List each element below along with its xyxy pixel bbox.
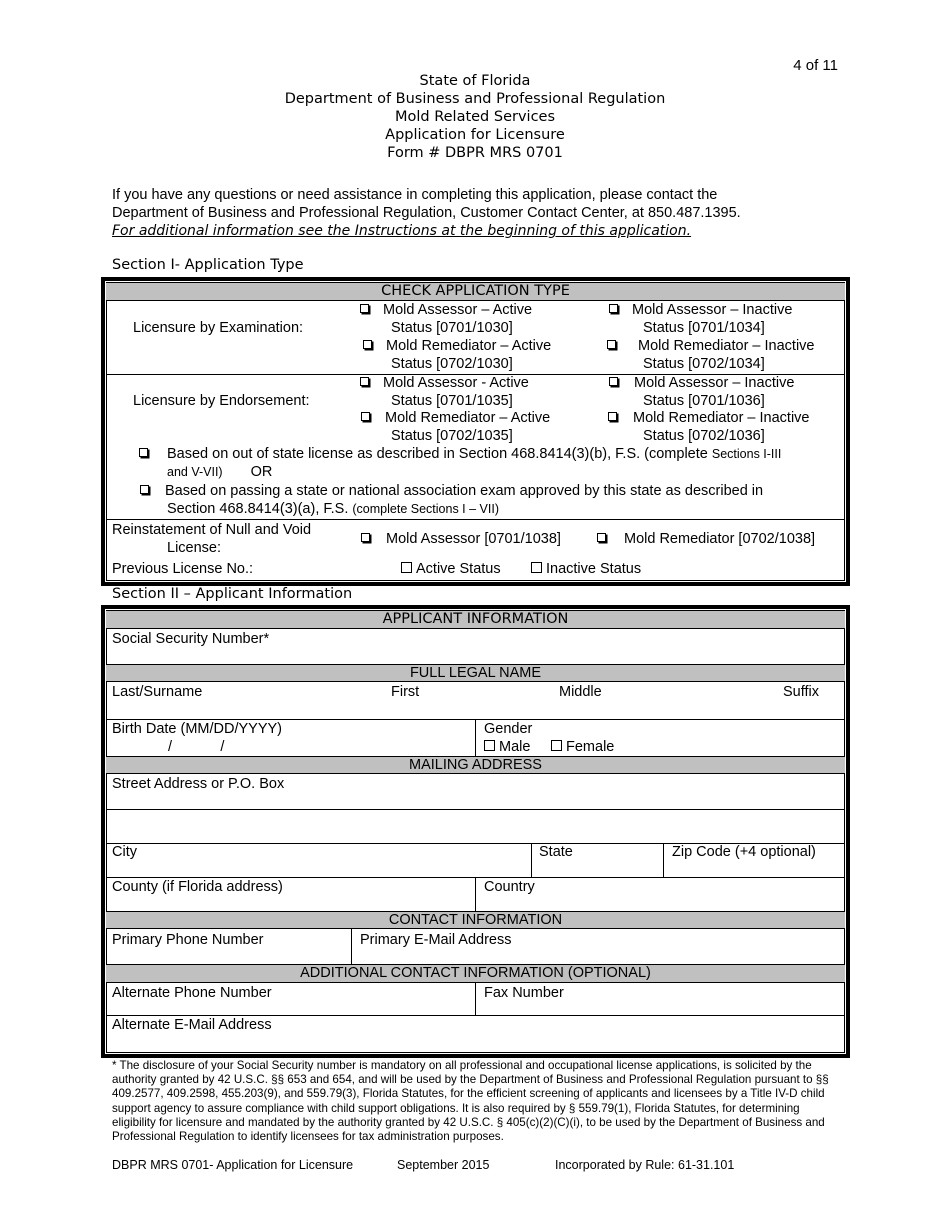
exam-assessor-inactive-code: Status [0701/1034] [643, 320, 765, 336]
header-department: Department of Business and Professional Regulation [284, 91, 666, 107]
checkbox-icon [484, 740, 495, 751]
basis-sections-text: and V-VII) [167, 465, 223, 479]
checkbox-icon [607, 340, 616, 349]
exam-assessor-active-code: Status [0701/1030] [391, 320, 513, 336]
exam-remediator-inactive[interactable]: Mold Remediator – Inactive [607, 337, 815, 355]
endorse-remediator-inactive-code: Status [0702/1036] [643, 428, 765, 444]
header-application: Application for Licensure [385, 127, 565, 143]
ssn-field[interactable]: Social Security Number* [112, 631, 270, 647]
ssn-disclosure-note: * The disclosure of your Social Security number is mandatory on all professional and occupational license applications, is solicited by the authority granted by 42 U.S.C. §§ 653 and 654, and will be used by the Department of Business and Professional Regulation pursuant to §§ 409.2577, 409.2598, 455.203(9), and 559.79(3), Florida Statutes, for the efficient screening of applicants and licensees by a Title IV-D child support agency to assure compliance with child support obligations. It is also required by § 559.79(1), Florida Statutes, for determining eligibility for licensure and mandated by the authority granted by 42 U.S.C. § 405(c)(2)(C)(i), to be used by the Department of Business and Professional Regulation to identify licensees for tax administration purposes. [112, 1059, 829, 1144]
checkbox-icon [609, 377, 618, 386]
basis-out-of-state[interactable]: Based on out of state license as described in Section 468.8414(3)(b), F.S. (complete Sections I-III [139, 445, 781, 463]
divider [663, 843, 664, 877]
primary-email-field[interactable]: Primary E-Mail Address [360, 932, 512, 948]
state-field[interactable]: State [539, 844, 573, 860]
female-checkbox[interactable]: Female [551, 738, 614, 756]
active-status-checkbox[interactable]: Active Status [401, 560, 501, 578]
reinstate-label-1: Reinstatement of Null and Void [112, 522, 312, 538]
checkbox-icon [401, 562, 412, 573]
checkbox-icon [551, 740, 562, 751]
divider [475, 877, 476, 911]
last-name-field[interactable]: Last/Surname [112, 684, 203, 700]
checkbox-icon [360, 304, 369, 313]
endorse-assessor-active[interactable]: Mold Assessor - Active [360, 374, 529, 392]
endorse-remediator-active-code: Status [0702/1035] [391, 428, 513, 444]
suffix-field[interactable]: Suffix [783, 684, 820, 700]
fax-field[interactable]: Fax Number [484, 985, 564, 1001]
endorse-remediator-active[interactable]: Mold Remediator – Active [361, 409, 550, 427]
alternate-email-field[interactable]: Alternate E-Mail Address [112, 1017, 272, 1033]
exam-remediator-inactive-code: Status [0702/1034] [643, 356, 765, 372]
or-text: OR [250, 464, 273, 480]
form-header [0, 72, 950, 162]
county-field[interactable]: County (if Florida address) [112, 879, 283, 895]
header-state: State of Florida [419, 73, 531, 89]
additional-contact-band: ADDITIONAL CONTACT INFORMATION (OPTIONAL) [106, 964, 845, 983]
exam-assessor-active[interactable]: Mold Assessor – Active [360, 301, 532, 319]
divider [351, 929, 352, 964]
reinstate-label-2: License: [167, 540, 222, 556]
endorse-remediator-inactive[interactable]: Mold Remediator – Inactive [608, 409, 810, 427]
intro-line-2: Department of Business and Professional Regulation, Customer Contact Center, at 850.487.1395. [112, 205, 741, 221]
city-field[interactable]: City [112, 844, 137, 860]
male-checkbox[interactable]: Male [484, 738, 530, 756]
exam-remediator-active-code: Status [0702/1030] [391, 356, 513, 372]
footer-rule: Incorporated by Rule: 61-31.101 [555, 1158, 735, 1172]
checkbox-icon [140, 485, 149, 494]
footer-date: September 2015 [397, 1158, 490, 1172]
basis-exam[interactable]: Based on passing a state or national association exam approved by this state as described in [140, 482, 763, 500]
divider [475, 719, 476, 757]
primary-phone-field[interactable]: Primary Phone Number [112, 932, 264, 948]
applicant-information-band: APPLICANT INFORMATION [106, 610, 845, 629]
country-field[interactable]: Country [484, 879, 535, 895]
checkbox-icon [361, 412, 370, 421]
checkbox-icon [531, 562, 542, 573]
birth-date-slashes: / / [168, 739, 225, 755]
intro-paragraph [112, 186, 832, 240]
section-1-title: Section I- Application Type [112, 257, 304, 273]
header-services: Mold Related Services [394, 109, 556, 125]
checkbox-icon [360, 377, 369, 386]
endorse-assessor-active-code: Status [0701/1035] [391, 393, 513, 409]
inactive-status-checkbox[interactable]: Inactive Status [531, 560, 641, 578]
contact-information-band: CONTACT INFORMATION [106, 911, 845, 929]
exam-remediator-active[interactable]: Mold Remediator – Active [363, 337, 551, 355]
header-form-number: Form # DBPR MRS 0701 [387, 145, 563, 161]
full-legal-name-band: FULL LEGAL NAME [106, 664, 845, 682]
gender-label: Gender [484, 721, 533, 737]
alternate-phone-field[interactable]: Alternate Phone Number [112, 985, 272, 1001]
birth-date-field[interactable]: Birth Date (MM/DD/YYYY) [112, 721, 282, 737]
mailing-address-band: MAILING ADDRESS [106, 756, 845, 774]
checkbox-icon [597, 533, 606, 542]
endorse-assessor-inactive-code: Status [0701/1036] [643, 393, 765, 409]
checkbox-icon [361, 533, 370, 542]
endorse-assessor-inactive[interactable]: Mold Assessor – Inactive [609, 374, 794, 392]
reinstate-assessor[interactable]: Mold Assessor [0701/1038] [361, 530, 561, 548]
checkbox-icon [139, 448, 148, 457]
divider [531, 843, 532, 877]
exam-label: Licensure by Examination: [133, 320, 304, 336]
first-name-field[interactable]: First [391, 684, 420, 700]
divider [106, 519, 845, 520]
middle-name-field[interactable]: Middle [559, 684, 602, 700]
instructions-link[interactable]: For additional information see the Instructions at the beginning of this application. [112, 223, 692, 239]
intro-line-1: If you have any questions or need assistance in completing this application, please contact the [112, 187, 718, 203]
zip-field[interactable]: Zip Code (+4 optional) [672, 844, 816, 860]
reinstate-remediator[interactable]: Mold Remediator [0702/1038] [597, 530, 815, 548]
checkbox-icon [609, 304, 618, 313]
endorse-label: Licensure by Endorsement: [133, 393, 310, 409]
divider [106, 809, 845, 810]
checkbox-icon [363, 340, 372, 349]
divider [475, 983, 476, 1015]
page-number: 4 of 11 [793, 57, 838, 74]
basis-exam-section: Section 468.8414(3)(a), F.S. [167, 501, 353, 517]
footer-form-name: DBPR MRS 0701- Application for Licensure [112, 1158, 354, 1172]
exam-assessor-inactive[interactable]: Mold Assessor – Inactive [609, 301, 792, 319]
street-address-field[interactable]: Street Address or P.O. Box [112, 776, 285, 792]
section-2-title: Section II – Applicant Information [112, 586, 353, 602]
check-application-type-band: CHECK APPLICATION TYPE [106, 282, 845, 301]
previous-license-label: Previous License No.: [112, 561, 254, 577]
basis-exam-complete: (complete Sections I – VII) [352, 502, 499, 516]
checkbox-icon [608, 412, 617, 421]
